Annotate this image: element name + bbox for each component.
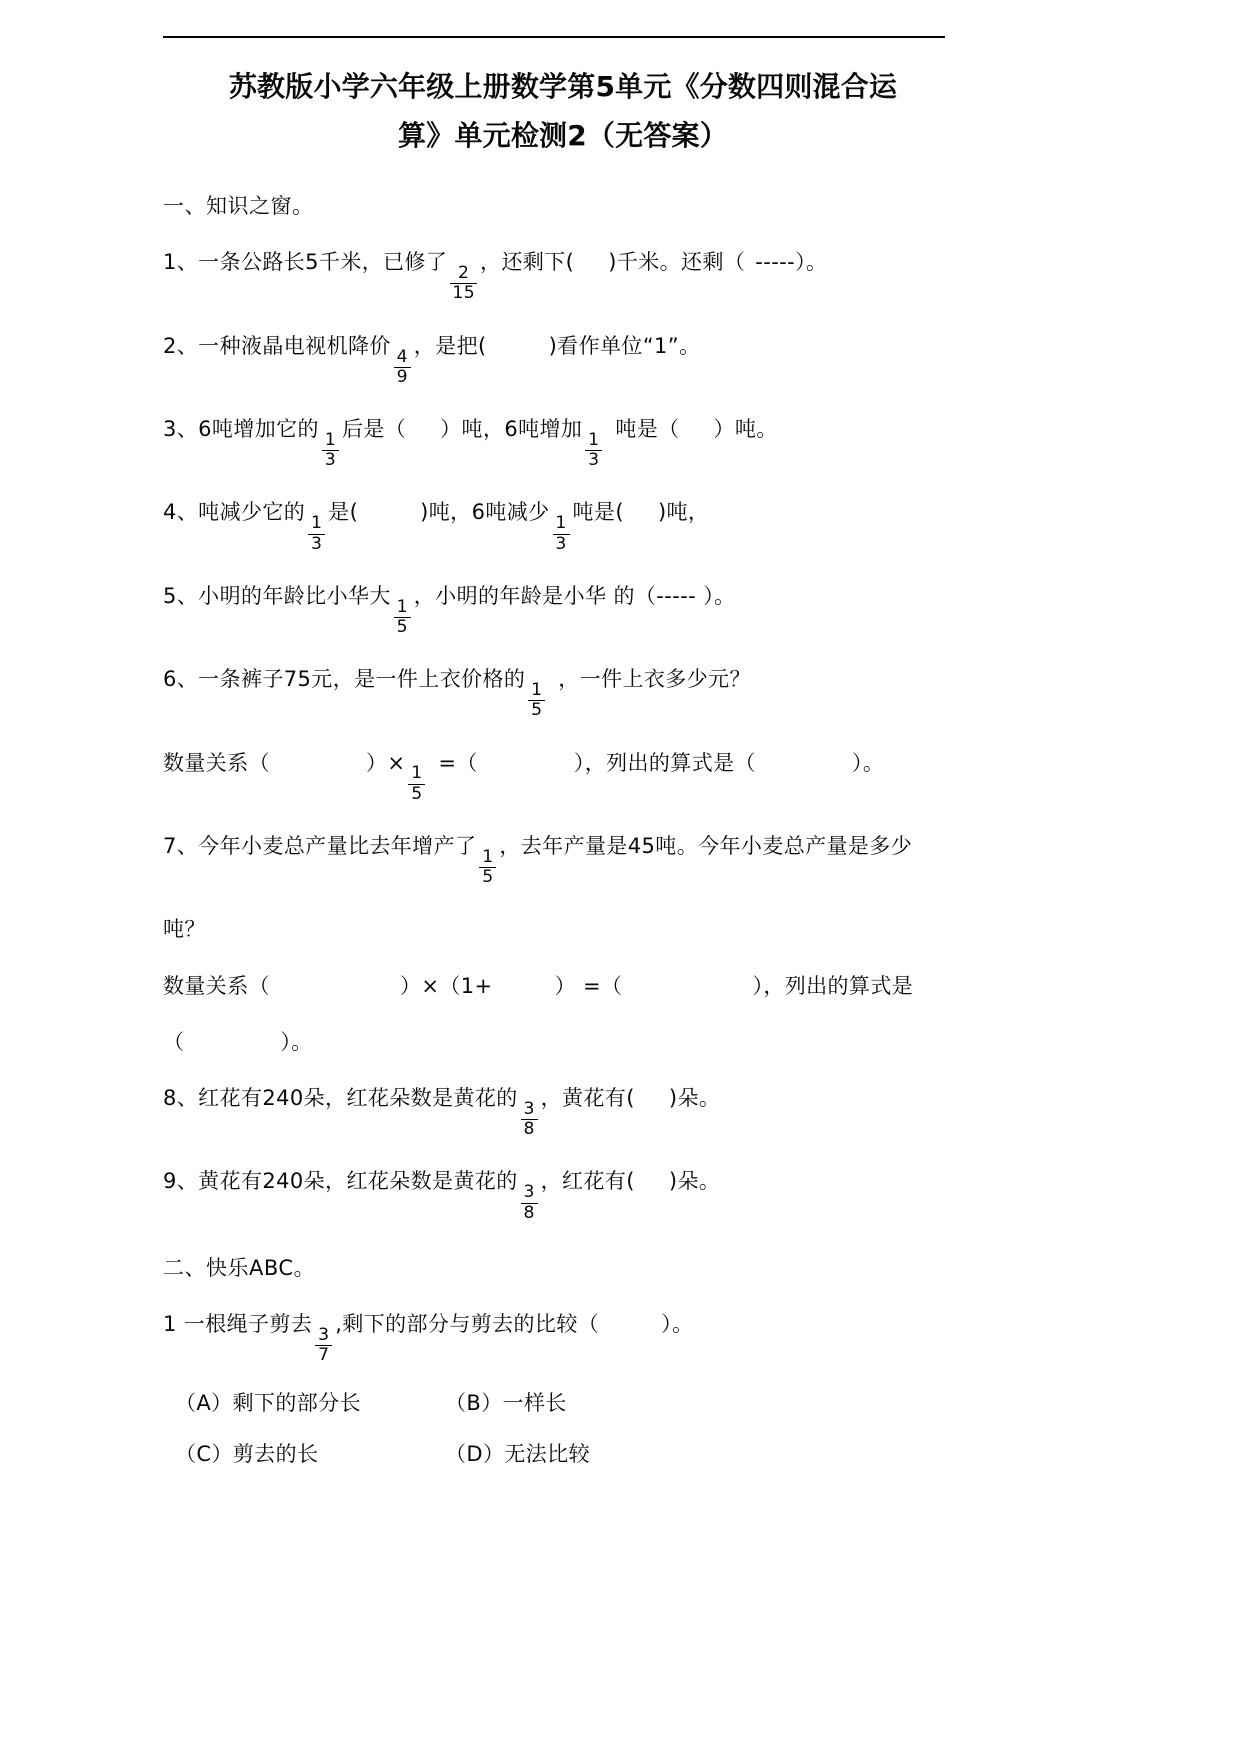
question-5-text-a: 小明的年龄比小华大 [198, 583, 391, 608]
fraction-numerator: 3 [318, 1324, 330, 1345]
relation-label: 数量关系（ [163, 750, 270, 775]
question-1-text-b: ，还剩下( [480, 250, 575, 275]
fraction-denominator: 3 [555, 533, 567, 554]
fraction-4-9 [394, 346, 411, 387]
question-5-number: 5、 [163, 583, 199, 608]
fraction-1-5 [479, 846, 496, 888]
question-9-text-a: 黄花有240朵，红花朵数是黄花的 [198, 1169, 518, 1194]
page-title-line-2: 算》单元检测2（无答案） [398, 119, 728, 152]
question-7-text-c: 吨？ [163, 917, 206, 942]
document-body [163, 62, 963, 1467]
question-4-text-c: )吨，6吨减少 [420, 500, 550, 525]
question-8-text-c: )朵。 [668, 1086, 721, 1111]
question-8 [163, 1085, 963, 1138]
fraction-1-5 [528, 682, 545, 719]
question-6-text-a: 一条裤子75元，是一件上衣价格的 [198, 667, 526, 692]
fraction-denominator: 3 [324, 450, 337, 471]
option-a[interactable]: （A）剩下的部分长 [175, 1391, 361, 1416]
section-heading-one: 一、知识之窗。 [163, 194, 314, 218]
question-6 [163, 666, 963, 719]
fraction-numerator: 4 [396, 346, 408, 367]
question-2-text-b: ，是把( [413, 333, 487, 358]
answer-options [163, 1390, 963, 1467]
fraction-denominator: 5 [411, 783, 423, 804]
question-5-text-b: ，小明的年龄是小华 的（----- ）。 [413, 583, 736, 608]
fraction-numerator: 1 [531, 680, 543, 701]
question-6-number: 6、 [163, 667, 199, 692]
question-5 [163, 583, 963, 636]
question-7-continued [163, 916, 963, 942]
question-4-text-b: 是( [328, 500, 359, 525]
option-c[interactable]: （C）剪去的长 [175, 1441, 319, 1466]
question-4-text-a: 吨减少它的 [198, 500, 306, 525]
question-6-relation [163, 750, 963, 803]
relation-label: 数量关系（ [163, 973, 270, 998]
relation-text-c: ） =（ [554, 973, 623, 998]
fraction-3-8 [521, 1184, 538, 1221]
question-3-text-b: 后是（ [341, 416, 407, 441]
question-7-number: 7、 [163, 833, 199, 858]
question-8-number: 8、 [163, 1086, 199, 1111]
relation-text-e: （ [163, 1029, 185, 1054]
fraction-numerator: 1 [396, 596, 408, 617]
header-divider [163, 36, 945, 38]
relation-text-d: ），列出的算式是 [752, 973, 914, 998]
fraction-2-15 [450, 265, 477, 302]
question-3-text-d: 吨是（ [615, 416, 680, 441]
question-7-relation [163, 973, 963, 999]
fraction-numerator: 1 [324, 429, 337, 450]
question-9 [163, 1168, 963, 1221]
fraction-denominator: 3 [310, 533, 323, 554]
fraction-denominator: 8 [523, 1202, 535, 1223]
relation-text-b: ）×（1+ [400, 973, 493, 998]
question-6-text-b: ，一件上衣多少元？ [558, 667, 751, 692]
fraction-1-3 [322, 429, 339, 471]
question-7-relation-continued [163, 1029, 963, 1055]
question-1-number: 1、 [163, 250, 199, 275]
fraction-denominator: 5 [531, 700, 543, 721]
section-two-question-1-text-c: ）。 [661, 1312, 694, 1337]
fraction-numerator: 1 [588, 429, 600, 450]
fraction-denominator: 5 [396, 616, 408, 637]
question-8-text-a: 红花有240朵，红花朵数是黄花的 [198, 1086, 518, 1111]
question-1-text-a: 一条公路长5千米，已修了 [198, 250, 448, 275]
fraction-1-3 [585, 429, 602, 471]
question-1 [163, 249, 963, 302]
fraction-3-7 [315, 1324, 332, 1366]
section-two-question-1-text-b: ,剩下的部分与剪去的比较（ [335, 1312, 600, 1337]
question-9-text-b: ，红花有( [540, 1169, 635, 1194]
fraction-denominator: 15 [452, 283, 476, 304]
fraction-1-5 [394, 596, 411, 637]
fraction-denominator: 3 [588, 450, 600, 471]
section-two-question-1 [163, 1311, 963, 1364]
fraction-numerator: 1 [555, 513, 567, 534]
question-3-text-e: ）吨。 [713, 416, 778, 441]
question-3-number: 3、 [163, 416, 199, 441]
section-heading-two: 二、快乐ABC。 [163, 1255, 316, 1280]
fraction-1-3 [308, 515, 325, 552]
fraction-3-8 [521, 1101, 538, 1138]
fraction-numerator: 3 [523, 1182, 535, 1203]
question-4-text-e: )吨， [657, 500, 710, 525]
page-title-line-1: 苏教版小学六年级上册数学第5单元《分数四则混合运 [228, 70, 898, 103]
fraction-denominator: 8 [523, 1119, 535, 1140]
fraction-1-5 [408, 765, 425, 802]
question-3 [163, 416, 963, 469]
section-two-question-1-number: 1 [163, 1312, 184, 1337]
question-3-text-c: ）吨，6吨增加 [440, 416, 583, 441]
relation-text-d: ），列出的算式是（ [573, 750, 756, 775]
relation-text-c: =（ [438, 750, 478, 775]
fraction-denominator: 5 [482, 867, 494, 888]
fraction-numerator: 1 [482, 846, 494, 867]
question-7 [163, 833, 963, 886]
question-1-text-c: )千米。还剩（ [608, 250, 746, 275]
option-row-1 [175, 1390, 963, 1416]
fraction-numerator: 1 [310, 513, 323, 534]
relation-text-b: ）× [366, 750, 406, 775]
relation-text-e: ）。 [851, 750, 885, 775]
option-b[interactable]: （B）一样长 [445, 1391, 567, 1416]
question-3-text-a: 6吨增加它的 [198, 416, 319, 441]
section-two-question-1-text-a: 一根绳子剪去 [183, 1312, 313, 1337]
fraction-1-3 [553, 515, 570, 552]
question-7-text-b: ，去年产量是45吨。今年小麦总产量是多少 [499, 833, 913, 858]
fraction-numerator: 2 [458, 263, 470, 284]
question-4-number: 4、 [163, 500, 199, 525]
relation-text-f: ）。 [280, 1029, 313, 1054]
option-d[interactable]: （D）无法比较 [445, 1441, 590, 1466]
fraction-numerator: 1 [411, 763, 423, 784]
option-row-2 [175, 1441, 963, 1467]
fraction-denominator: 9 [396, 366, 408, 387]
question-4-text-d: 吨是( [572, 500, 624, 525]
question-2-text-c: )看作单位“1”。 [548, 333, 701, 358]
fraction-denominator: 7 [318, 1345, 330, 1366]
question-2-number: 2、 [163, 333, 199, 358]
question-1-text-d: -----）。 [755, 250, 828, 275]
question-9-text-c: )朵。 [668, 1169, 721, 1194]
fraction-numerator: 3 [523, 1099, 535, 1120]
question-4 [163, 499, 963, 552]
question-2-text-a: 一种液晶电视机降价 [198, 333, 391, 358]
page-title [163, 62, 963, 160]
question-7-text-a: 今年小麦总产量比去年增产了 [198, 833, 477, 858]
question-9-number: 9、 [163, 1169, 199, 1194]
question-2 [163, 333, 963, 386]
question-8-text-b: ，黄花有( [540, 1086, 635, 1111]
